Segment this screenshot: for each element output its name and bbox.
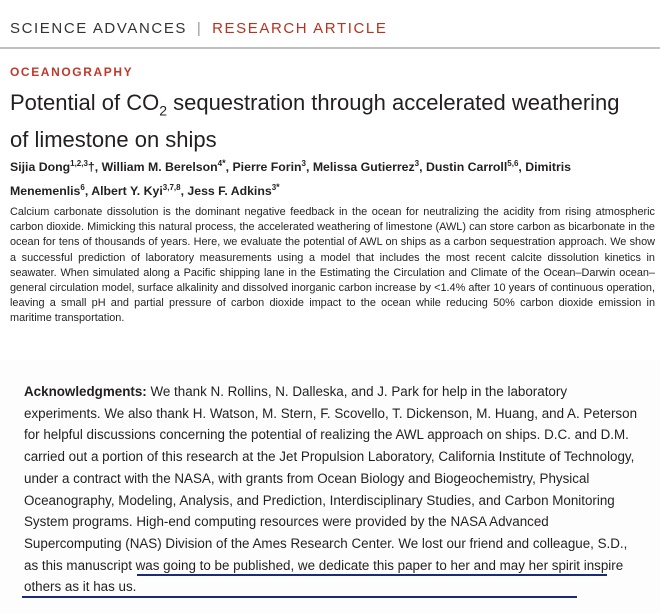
author-separator: ,: [225, 160, 233, 175]
author-separator: ,: [94, 160, 102, 175]
highlight-underline-1: [137, 574, 607, 576]
title-subscript: 2: [159, 102, 167, 119]
author-affiliation: 3,7,8: [162, 183, 181, 193]
acknowledgments-heading: Acknowledgments:: [24, 384, 147, 399]
author-affiliation: 4: [217, 159, 223, 168]
author-name: Pierre Forin: [232, 160, 302, 175]
author-separator: ,: [305, 160, 313, 175]
author-name: Jess F. Adkins: [187, 184, 272, 199]
paper-title: [10, 88, 630, 154]
section-label: OCEANOGRAPHY: [10, 65, 134, 79]
author-mark: *: [276, 182, 280, 193]
author-mark: *: [222, 158, 226, 168]
highlight-underline-2: [22, 596, 577, 598]
author-affiliation: 1,2,3: [70, 159, 88, 168]
author-mark: †: [87, 160, 95, 175]
author-name: Sijia Dong: [10, 160, 71, 175]
header-separator: |: [196, 20, 203, 37]
author-affiliation: 3: [414, 159, 420, 168]
author-name: Dimitris Menemenlis: [10, 160, 572, 199]
author-entry: [313, 160, 426, 174]
article-type: RESEARCH ARTICLE: [212, 20, 388, 37]
author-separator: ,: [518, 160, 526, 175]
journal-header: [10, 20, 387, 37]
journal-name: SCIENCE ADVANCES: [10, 20, 188, 37]
title-part-1: Potential of CO: [10, 90, 160, 115]
author-name: Dustin Carroll: [425, 160, 508, 175]
author-entry: [232, 160, 312, 174]
author-affiliation: 5,6: [507, 159, 519, 168]
author-affiliation: 6: [80, 183, 85, 193]
abstract: Calcium carbonate dissolution is the dominant negative feedback in the ocean for neutralizing the acidity from rising atmospheric carbon dioxide. Mimicking this natural process, the accelerated weathering of limestone (AWL) can store carbon as bicarbonate in the ocean for tens of thousands of years. Here, we evaluate the potential of AWL on ships as a carbon sequestration approach. We show a successful prediction of laboratory measurements using a model that includes the most recent calcite dissolution kinetics in seawater. When simulated along a Pacific shipping lane in the Estimating the Circulation and Climate of the Ocean–Darwin ocean–general circulation model, surface alkalinity and dissolved inorganic carbon increase by <1.4% after 10 years of continuous operation, leaving a small pH and partial pressure of carbon dioxide impact to the ocean while reducing 50% carbon dioxide emission in maritime transportation.: [10, 206, 655, 325]
acknowledgments: [24, 381, 639, 598]
title-part-2: sequestration through accelerated weathering of limestone on ships: [10, 90, 620, 153]
author-affiliation: 3: [271, 183, 277, 193]
author-entry: [426, 160, 525, 174]
author-separator: ,: [419, 160, 426, 175]
header-divider: [0, 47, 660, 49]
author-separator: ,: [84, 184, 92, 199]
author-entry: [91, 184, 187, 198]
author-entry: [10, 160, 102, 174]
author-list: [10, 153, 650, 201]
author-affiliation: 3: [301, 159, 306, 168]
author-name: Albert Y. Kyi: [91, 184, 163, 199]
author-entry: [187, 184, 279, 198]
author-name: William M. Berelson: [101, 160, 218, 175]
author-separator: ,: [180, 184, 188, 199]
acknowledgments-body: We thank N. Rollins, N. Dalleska, and J. Park for help in the laboratory experiments. We also thank H. Watson, M. Stern, F. Scovello, T. Dickenson, M. Huang, and A. Peterson for helpful discussions concerning the potential of realizing the AWL approach on ships. D.C. and D.M. carried out a portion of this research at the Jet Propulsion Laboratory, California Institute of Technology, under a contract with the NASA, with grants from Ocean Biology and Biogeochemistry, Physical Oceanography, Modeling, Analysis, and Prediction, Interdisciplinary Studies, and Carbon Monitoring System programs. High-end computing resources were provided by the NASA Advanced Supercomputing (NAS) Division of the Ames Research Center. We lost our friend and colleague, S.D., as this manuscript was going to be published, we dedicate this paper to her and may her spirit inspire others as it has us.: [24, 384, 638, 595]
author-entry: [102, 160, 233, 174]
author-name: Melissa Gutierrez: [312, 160, 415, 175]
